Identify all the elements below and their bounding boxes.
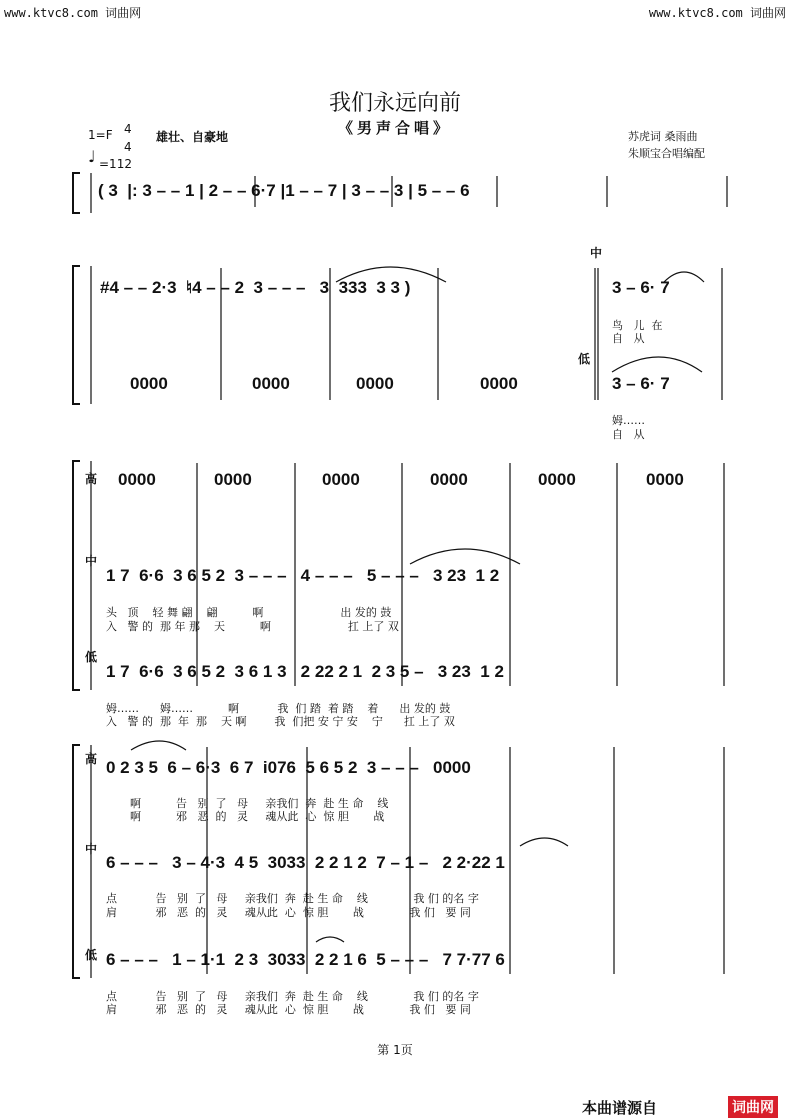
- system3-high-rest: 0000: [118, 470, 156, 489]
- system2-mid-lyric-1: 鸟 儿 在: [612, 319, 663, 332]
- system4-high-melody: 0 2 3 5 6 – 6·3 6 7 i076 5 6 5 2 3 – – – 0000: [106, 758, 471, 777]
- brand-logo[interactable]: 词曲网: [728, 1096, 778, 1118]
- system2-rest: 0000: [252, 374, 290, 393]
- system2-rest: 0000: [130, 374, 168, 393]
- system3-mid-lyric-2: 入 警 的 那 年 那 天 啊 扛 上了 双: [106, 620, 399, 633]
- system4-mid-lyric-1: 点 告 别 了 母 亲我们 奔 赴 生 命 线 我 们 的名 字: [106, 892, 479, 905]
- system4-part-high-label: 高: [85, 752, 98, 766]
- system3-mid-melody: 1 7 6·6 3 6 5 2 3 – – – 4 – – – 5 – – – 3 23 1 2: [106, 566, 500, 585]
- system2-part-mid-label: 中: [590, 246, 603, 260]
- system3-high-rest: 0000: [214, 470, 252, 489]
- system3-part-high-label: 高: [85, 472, 98, 486]
- system4-part-mid-label: 中: [85, 842, 98, 856]
- system2-rest: 0000: [356, 374, 394, 393]
- credits-lyricist-composer: 苏虎词 桑雨曲: [628, 130, 698, 143]
- system2-low-melody: 3 – 6· 7: [612, 374, 670, 393]
- system3-high-rest: 0000: [646, 470, 684, 489]
- system2-mid-melody: 3 – 6· 7: [612, 278, 670, 297]
- key-signature: 1=F: [88, 128, 113, 142]
- system3-part-low-label: 低: [85, 650, 98, 664]
- time-signature-bottom: 4: [124, 140, 132, 154]
- system3-high-rest: 0000: [322, 470, 360, 489]
- system4-high-lyric-1: 啊 告 别 了 母 亲我们 奔 赴 生 命 线: [130, 797, 389, 810]
- system2-part-low-label: 低: [578, 352, 591, 366]
- expression-mark: 雄壮、自豪地: [156, 130, 229, 144]
- system3-low-melody: 1 7 6·6 3 6 5 2 3 6 1 3 2 22 2 1 2 3 5 – 3 23 1 2: [106, 662, 504, 681]
- credits-arranger: 朱顺宝合唱编配: [628, 147, 705, 160]
- system3-high-rest: 0000: [538, 470, 576, 489]
- system4-low-lyric-2: 肩 邪 恶 的 灵 魂从此 心 惊 胆 战 我 们 要 同: [106, 1003, 471, 1016]
- system3-mid-lyric-1: 头 顶 轻 舞 翩 翩 啊 出 发的 鼓: [106, 606, 392, 619]
- system4-low-lyric-1: 点 告 别 了 母 亲我们 奔 赴 生 命 线 我 们 的名 字: [106, 990, 479, 1003]
- system3-low-lyric-1: 姆…… 姆…… 啊 我 们 踏 着 踏 着 出 发的 鼓: [106, 702, 451, 715]
- tempo: =112: [99, 157, 132, 171]
- system1-melody: ( 3 |: 3 – – 1 | 2 – – 6·7 |1 – – 7 | 3 – – 3 | 5 – – 6: [98, 181, 470, 200]
- system4-low-melody: 6 – – – 1 – 1·1 2 3 3033 2 2 1 6 5 – – – 7 7·77 6: [106, 950, 505, 969]
- system3-part-mid-label: 中: [85, 554, 98, 568]
- time-signature-top: 4: [124, 122, 132, 136]
- watermark-left: www.ktvc8.com 词曲网: [4, 6, 142, 20]
- song-title: 我们永远向前: [328, 91, 461, 116]
- system4-part-low-label: 低: [85, 948, 98, 962]
- page-number: 第 1页: [377, 1043, 413, 1057]
- system2-low-lyric-2: 自 从: [612, 428, 645, 441]
- system4-mid-melody: 6 – – – 3 – 4·3 4 5 3033 2 2 1 2 7 – 1 – 2 2·22 1: [106, 853, 505, 872]
- system3-low-lyric-2: 入 警 的 那 年 那 天 啊 我 们把 安 宁 安 宁 扛 上了 双: [106, 715, 455, 728]
- system4-high-lyric-2: 啊 邪 恶 的 灵 魂从此 心 惊 胆 战: [130, 810, 385, 823]
- system2-upper-melody: #4 – – 2·3 ♮4 – – 2 3 – – – 3 333 3 3 ): [100, 278, 411, 297]
- system2-rest: 0000: [480, 374, 518, 393]
- watermark-right: www.ktvc8.com 词曲网: [648, 6, 786, 20]
- system2-low-lyric-1: 姆……: [612, 414, 645, 427]
- system3-high-rest: 0000: [430, 470, 468, 489]
- quarter-note-icon: ♩: [88, 147, 96, 166]
- song-subtitle: 《男声合唱》: [337, 119, 452, 137]
- system2-mid-lyric-2: 自 从: [612, 332, 645, 345]
- system4-mid-lyric-2: 肩 邪 恶 的 灵 魂从此 心 惊 胆 战 我 们 要 同: [106, 906, 471, 919]
- source-note: 本曲谱源自: [582, 1099, 658, 1117]
